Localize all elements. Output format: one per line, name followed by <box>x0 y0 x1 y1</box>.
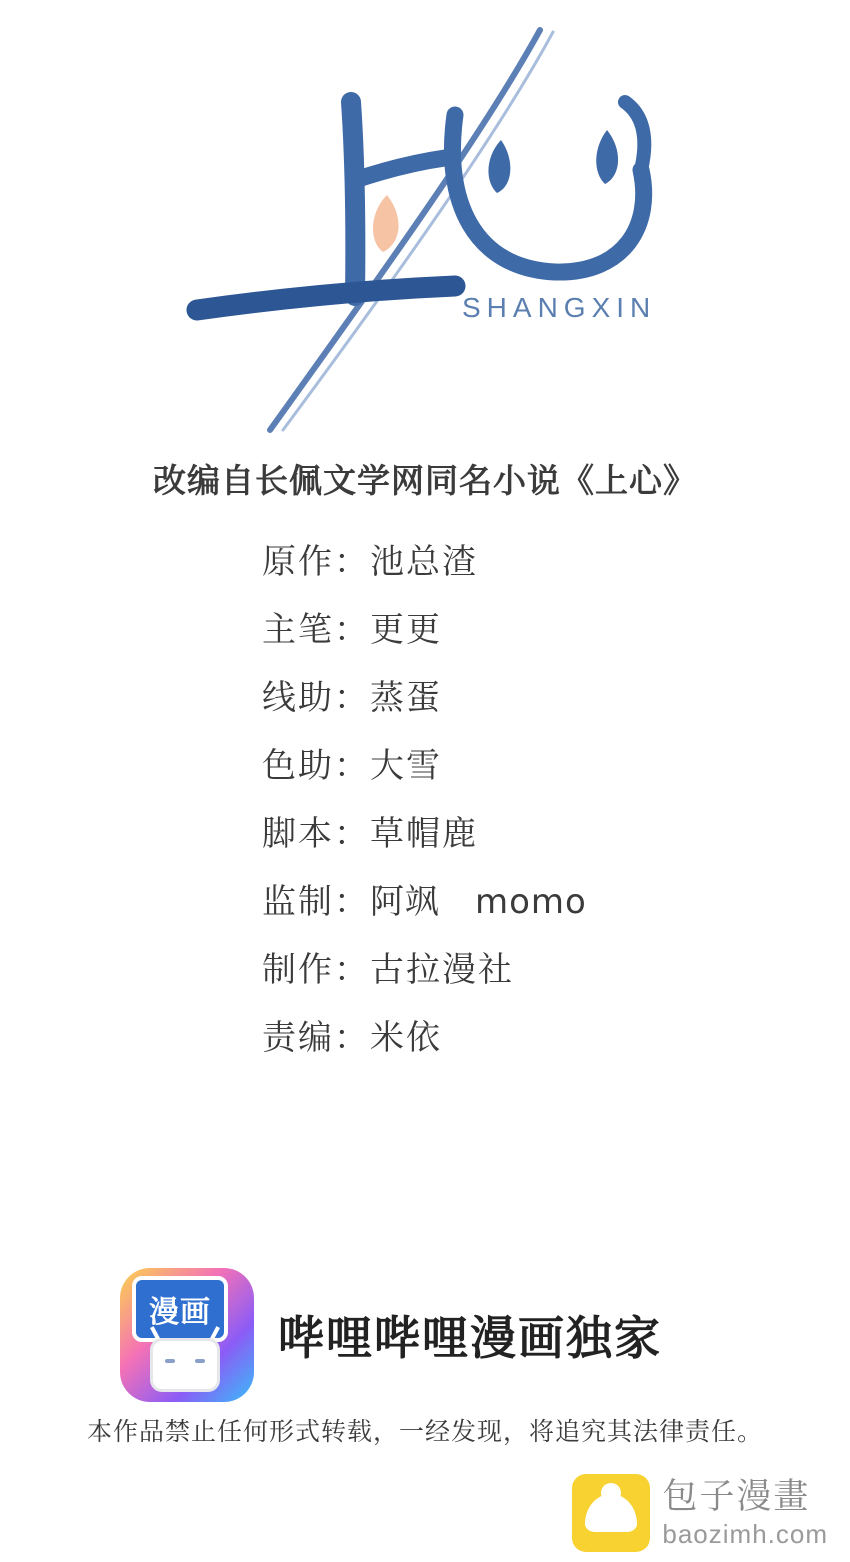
credit-row <box>0 1010 850 1078</box>
watermark-text <box>662 1476 828 1549</box>
credit-row <box>0 942 850 1010</box>
exclusive-text: 哔哩哔哩漫画独家 <box>278 1311 662 1365</box>
watermark-domain: baozimh.com <box>662 1518 828 1549</box>
platform-exclusive-row <box>120 1268 662 1402</box>
adaptation-note: 改编自长佩文学网同名小说《上心》 <box>153 461 697 500</box>
watermark-title: 包子漫畫 <box>662 1476 811 1517</box>
credit-name: 池总渣 <box>370 542 478 582</box>
site-watermark <box>572 1474 828 1552</box>
credit-role: 制作 <box>262 950 334 990</box>
credit-role: 主笔 <box>262 610 334 650</box>
credit-separator: ： <box>334 1018 370 1058</box>
credit-separator: ： <box>334 950 370 990</box>
credit-separator: ： <box>334 814 370 854</box>
credit-role: 线助 <box>262 678 334 718</box>
credit-name: 蒸蛋 <box>370 678 442 718</box>
credit-separator: ： <box>334 678 370 718</box>
credit-row <box>0 806 850 874</box>
credit-role: 监制 <box>262 882 334 922</box>
logo-artwork <box>155 10 675 440</box>
credit-row <box>0 534 850 602</box>
credit-name: 大雪 <box>370 746 442 786</box>
logo-pinyin: SHANGXIN <box>462 292 657 323</box>
credit-separator: ： <box>334 542 370 582</box>
credit-row <box>0 602 850 670</box>
bilibili-comics-app-icon <box>120 1268 254 1402</box>
baozi-bun-icon <box>572 1474 650 1552</box>
credit-row <box>0 738 850 806</box>
credit-name: 古拉漫社 <box>370 950 514 990</box>
copyright-notice: 本作品禁止任何形式转载，一经发现，将追究其法律责任。 <box>86 1417 763 1446</box>
credit-role: 责编 <box>262 1018 334 1058</box>
credit-separator: ： <box>334 610 370 650</box>
credit-row <box>0 874 850 942</box>
credit-role: 脚本 <box>262 814 334 854</box>
credit-row <box>0 670 850 738</box>
credit-name: 阿飒 momo <box>370 882 587 922</box>
credit-name: 更更 <box>370 610 442 650</box>
bun-shape-icon <box>585 1494 637 1532</box>
credit-separator: ： <box>334 746 370 786</box>
app-icon-label: 漫画 <box>132 1276 228 1342</box>
credit-name: 草帽鹿 <box>370 814 478 854</box>
credit-role: 色助 <box>262 746 334 786</box>
series-logo <box>0 0 850 450</box>
credit-role: 原作 <box>262 542 334 582</box>
credit-name: 米依 <box>370 1018 442 1058</box>
credits-list <box>0 534 850 1078</box>
mascot-face-icon <box>150 1338 220 1392</box>
credit-separator: ： <box>334 882 370 922</box>
